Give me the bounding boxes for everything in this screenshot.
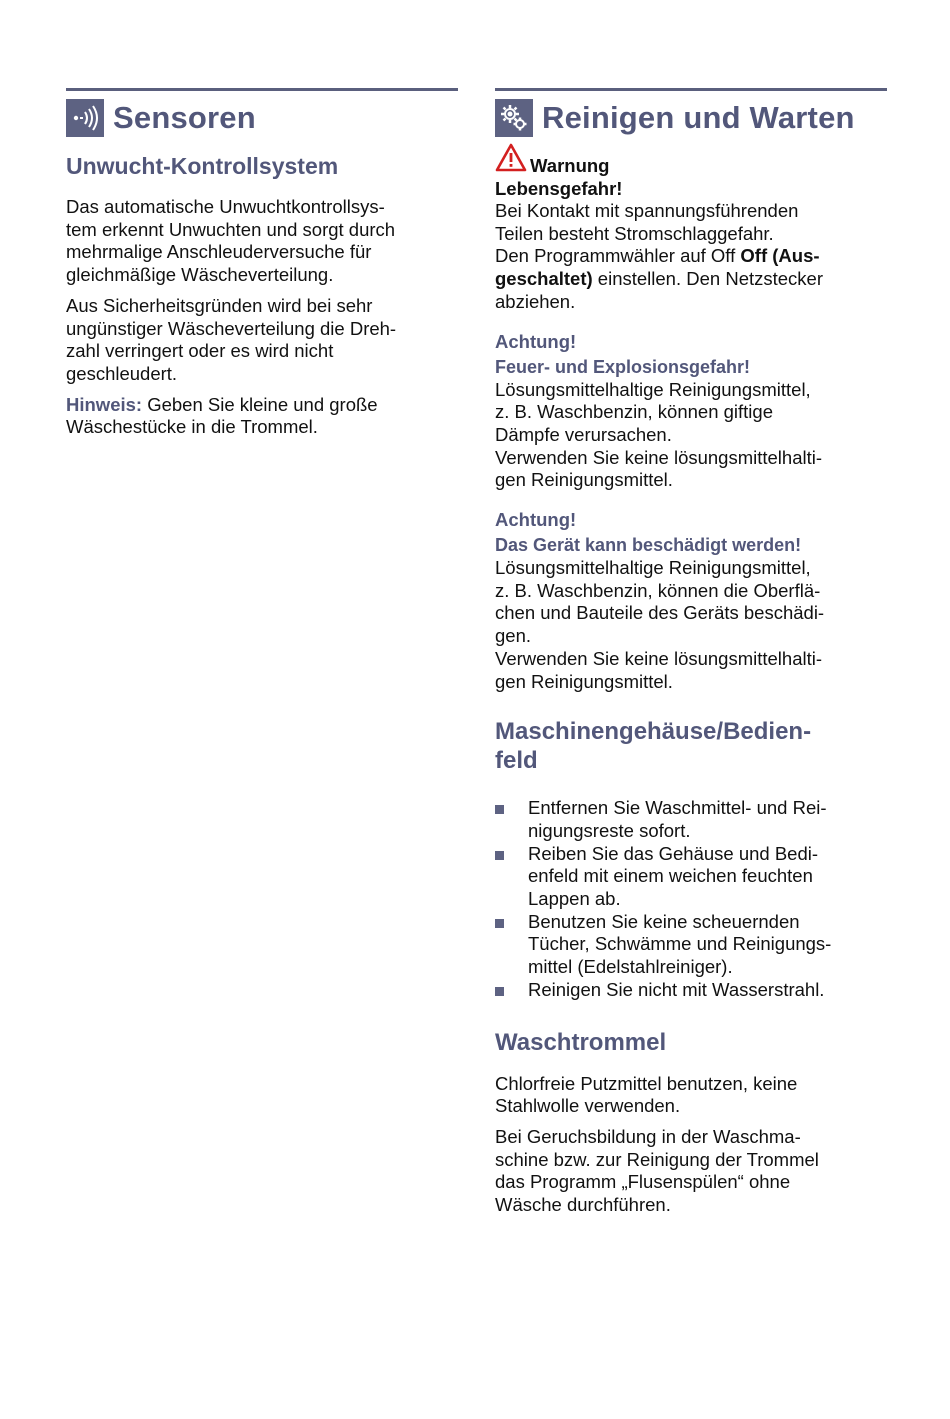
cleaning-column [495, 88, 887, 1217]
warning-text: Bei Kontakt mit spannungsführenden Teilen besteht Stromschlaggefahr. Den Programmwähler auf Off Off (Aus- geschaltet) einstellen. Den Netzstecker abziehen. [495, 200, 824, 312]
unbalance-paragraph-1: Das automatische Unwuchtkontrollsys- tem erkennt Unwuchten und sorgt durch mehrmalige Anschleuderversuche für gleichmäßige Wäscheverteilung. [66, 196, 396, 286]
gears-icon [495, 99, 533, 137]
bullet-square-icon [495, 851, 504, 860]
list-item: Reiben Sie das Gehäuse und Bedi- enfeld mit einem weichen feuchten Lappen ab. [495, 843, 887, 911]
housing-bullet-list [495, 797, 887, 1001]
cleaning-title: Reinigen und Warten [542, 100, 855, 135]
bullet-square-icon [495, 987, 504, 996]
warning-row [495, 147, 887, 177]
attention-label-2: Achtung! [495, 509, 577, 531]
attention-label-1: Achtung! [495, 330, 577, 352]
bullet-square-icon [495, 919, 504, 928]
note-label: Hinweis: [66, 393, 143, 415]
danger-to-life-heading: Lebensgefahr! [495, 178, 623, 199]
attention-text-2: Lösungsmittelhaltige Reinigungsmittel, z. B. Waschbenzin, können die Oberflä- chen und Bauteile des Geräts beschädi- gen. Verwenden Sie keine lösungsmittelhalti- gen Reinigungsmittel. [495, 557, 825, 692]
attention-text-1: Lösungsmittelhaltige Reinigungsmittel, z. B. Waschbenzin, können giftige Dämpfe verursachen. Verwenden Sie keine lösungsmittelhalti- gen Reinigungsmittel. [495, 378, 823, 491]
sensors-title: Sensoren [113, 100, 256, 135]
housing-heading: Maschinengehäuse/Bedien- feld [495, 718, 812, 775]
fire-explosion-heading: Feuer- und Explosionsgefahr! [495, 356, 751, 377]
cleaning-section-header [495, 88, 887, 140]
list-item: Benutzen Sie keine scheuernden Tücher, Schwämme und Reinigungs- mittel (Edelstahlreiniger). [495, 911, 887, 979]
warning-label: Warnung [530, 155, 610, 176]
drum-heading: Waschtrommel [495, 1028, 667, 1056]
note-paragraph: Hinweis: Geben Sie kleine und große Wäschestücke in die Trommel. [66, 393, 378, 438]
list-item: Reinigen Sie nicht mit Wasserstrahl. [495, 979, 887, 1002]
device-damage-heading: Das Gerät kann beschädigt werden! [495, 535, 802, 556]
sensors-section-header [66, 88, 458, 140]
unbalance-paragraph-2: Aus Sicherheitsgründen wird bei sehr ungünstiger Wäscheverteilung die Dreh- zahl verringert oder es wird nicht geschleudert. [66, 294, 397, 384]
warning-triangle-icon [495, 143, 527, 177]
drum-paragraph-1: Chlorfreie Putzmittel benutzen, keine Stahlwolle verwenden. [495, 1072, 798, 1117]
drum-paragraph-2: Bei Geruchsbildung in der Waschma- schine bzw. zur Reinigung der Trommel das Programm „Flusenspülen“ ohne Wäsche durchführen. [495, 1125, 819, 1216]
sensor-wave-icon [66, 99, 104, 137]
bullet-square-icon [495, 805, 504, 814]
unbalance-control-heading: Unwucht-Kontrollsystem [66, 153, 339, 179]
list-item: Entfernen Sie Waschmittel- und Rei- nigungsreste sofort. [495, 797, 887, 842]
sensors-column [66, 88, 458, 439]
